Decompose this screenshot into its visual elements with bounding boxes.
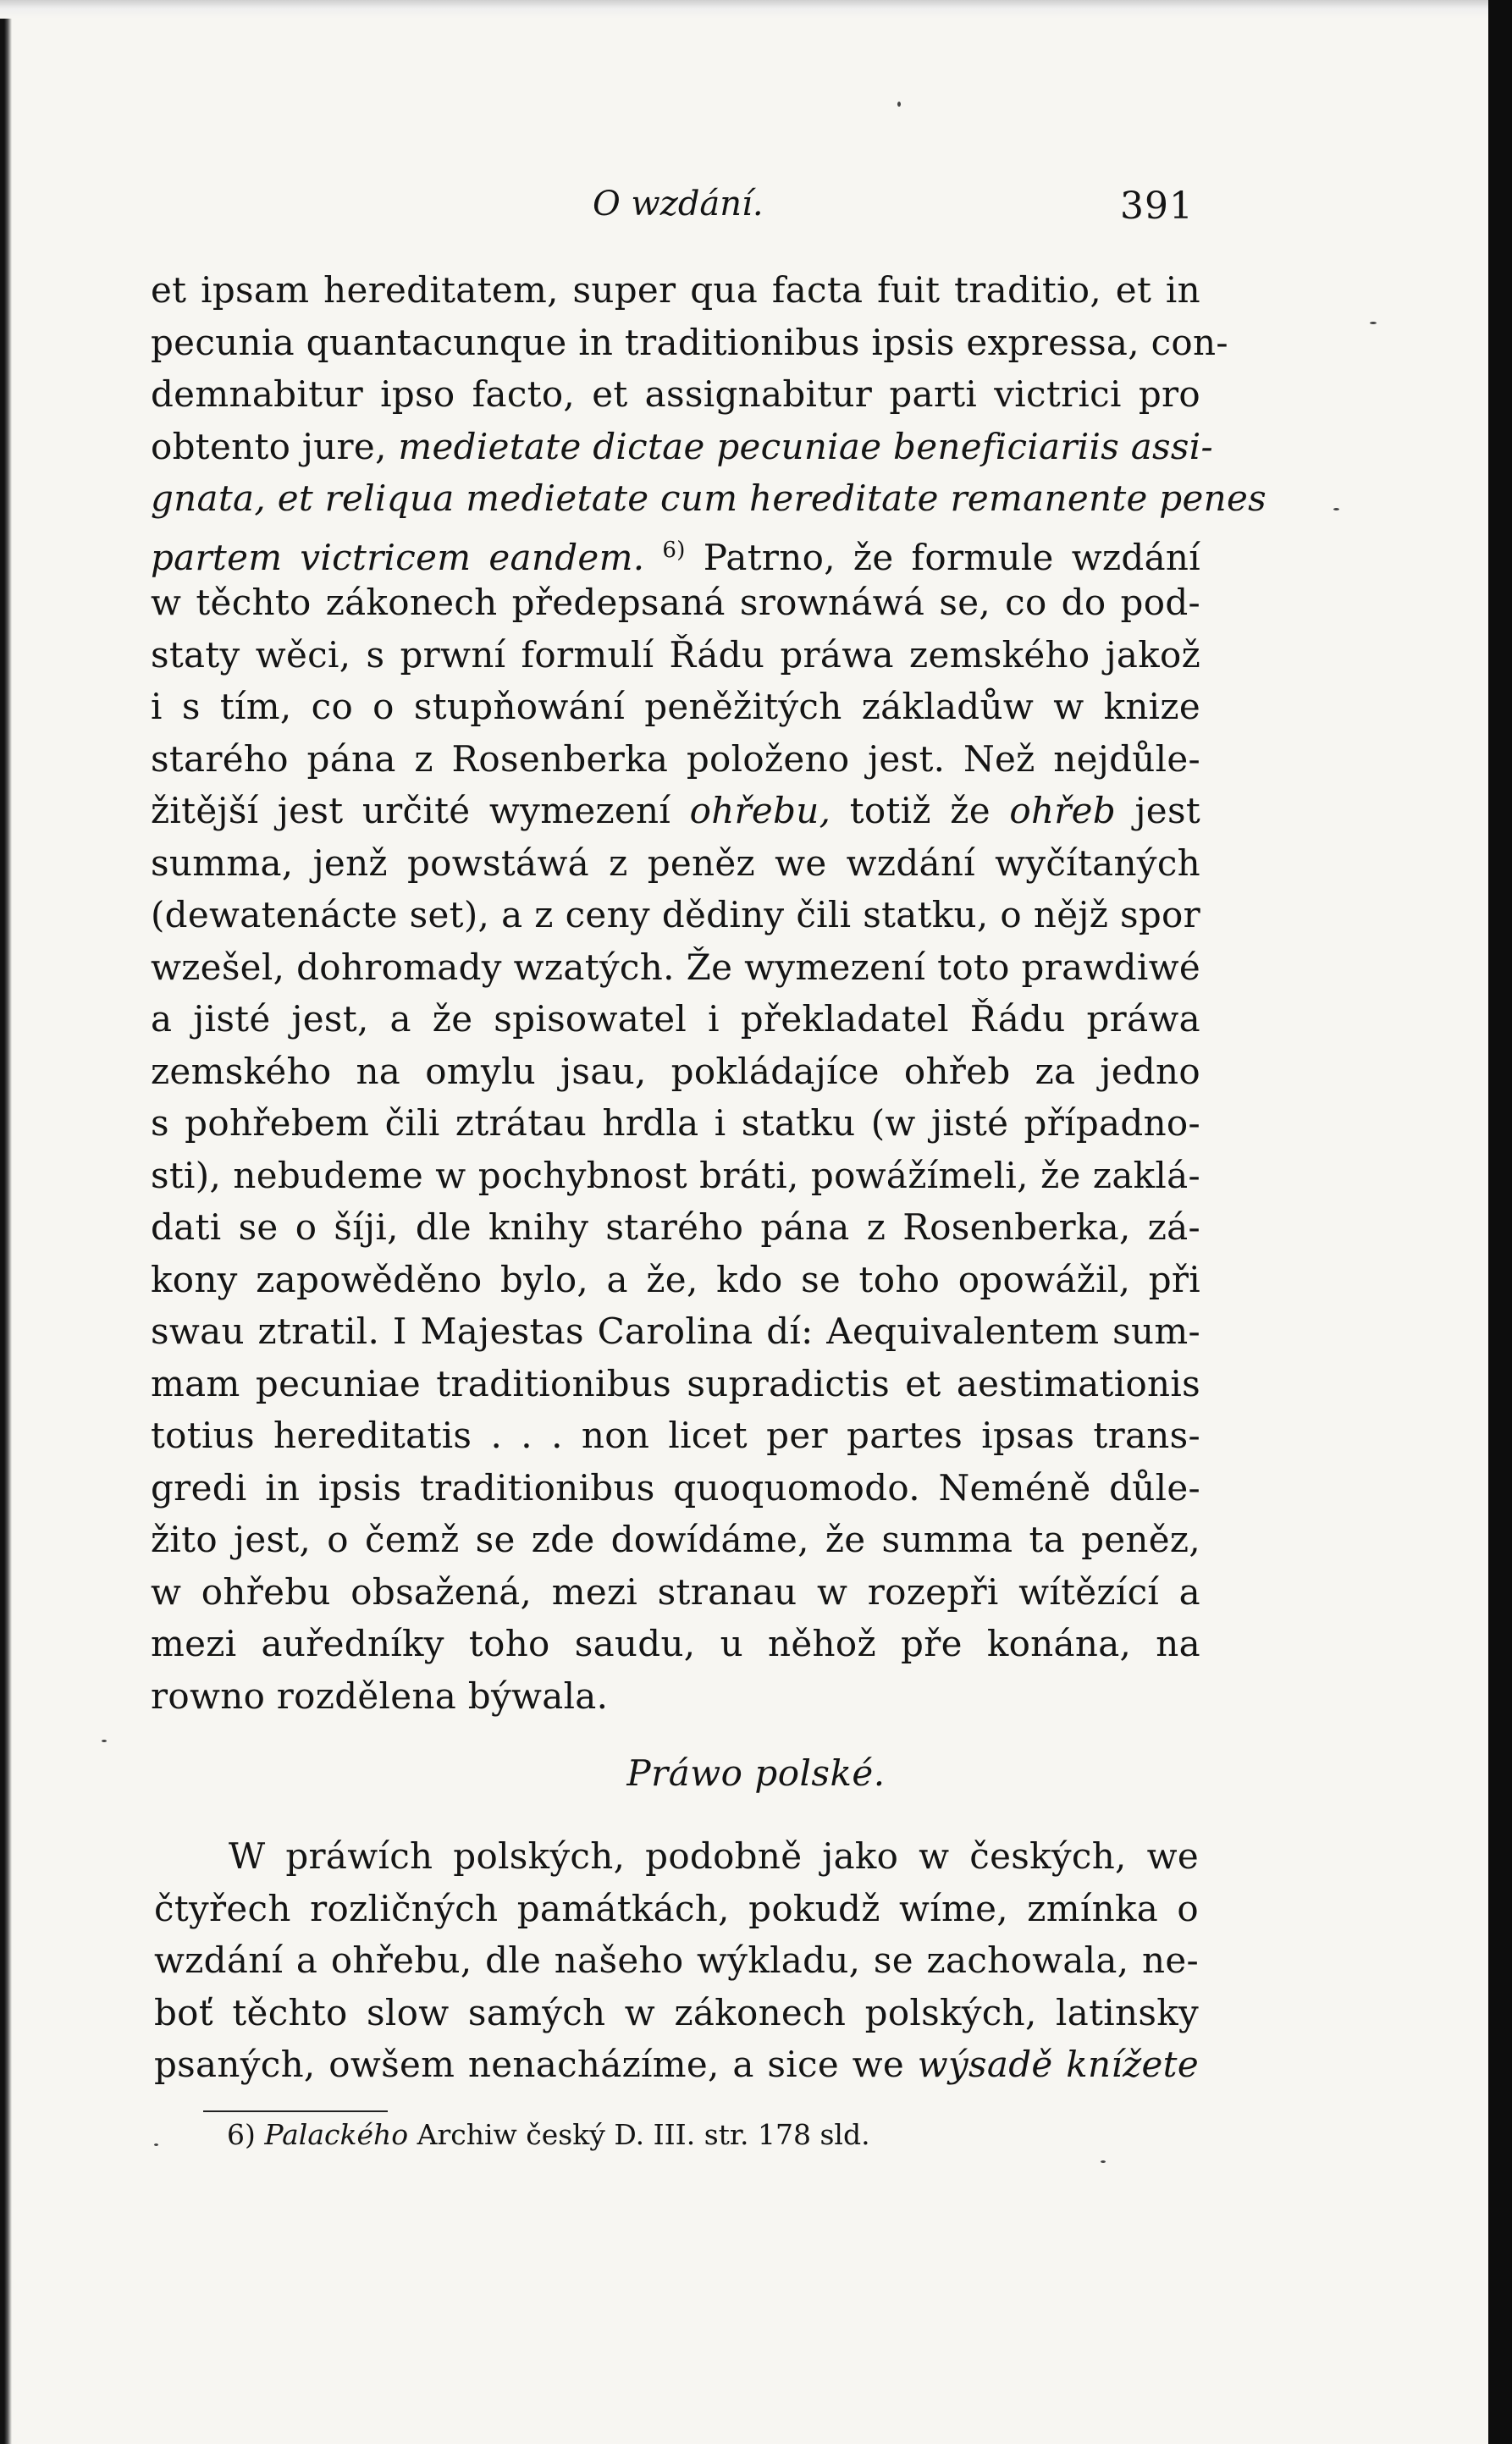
section-heading: Práwo polské. (626, 1752, 886, 1794)
paragraph-1 (151, 264, 1267, 1722)
text-run: obtento jure, (151, 425, 387, 467)
footnote-divider (203, 2110, 388, 2112)
text-line: gredi in ipsis traditionibus quoquomodo. Neméně důle- (151, 1466, 1200, 1509)
text-line: w ohřebu obsažená, mezi stranau w rozepři wítězící a (151, 1570, 1200, 1613)
footnote-marker: 6) (227, 2118, 256, 2151)
text-line: čtyřech rozličných památkách, pokudž wíme, zmínka o (154, 1887, 1199, 1929)
paragraph-2 (154, 1830, 1199, 2091)
text-line: sti), nebudeme w pochybnost bráti, powážímeli, že zaklá- (151, 1154, 1200, 1196)
text-line: a jisté jest, a že spisowatel i překladatel Řádu práwa (151, 998, 1200, 1040)
scan-speck (102, 1740, 107, 1742)
text-line: et ipsam hereditatem, super qua facta fuit traditio, et in (151, 269, 1200, 311)
text-line: rowno rozdělena býwala. (151, 1674, 609, 1717)
page-right-edge-shadow (1488, 0, 1512, 2444)
text-line: s pohřebem čili ztrátau hrdla i statku (w jisté případno- (151, 1102, 1200, 1144)
text-line: gnata, et reliqua medietate cum hereditate remanente penes (151, 477, 1267, 519)
italic-word: ohřebu, (689, 790, 831, 831)
text-line: žito jest, o čemž se zde dowídáme, že summa ta peněz, (151, 1519, 1200, 1560)
footnote-reference: 6) (662, 537, 686, 563)
scan-speck (154, 2143, 158, 2146)
text-line: summa, jenž powstáwá z peněz we wzdání wyčítaných (151, 841, 1200, 884)
page-number: 391 (1120, 185, 1194, 228)
footnote (227, 2118, 870, 2151)
text-line: wzdání a ohřebu, dle našeho wýkladu, se zachowala, ne- (154, 1939, 1199, 1981)
text-line: kony zapowěděno bylo, a že, kdo se toho opowážil, při (151, 1258, 1200, 1300)
scan-speck (897, 102, 901, 107)
running-title: O wzdání. (593, 185, 764, 223)
page-top-edge-shadow (0, 0, 1512, 19)
text-line (151, 421, 1213, 473)
text-run: jest (1134, 790, 1200, 831)
text-line: pecunia quantacunque in traditionibus ipsis expressa, con- (151, 321, 1228, 363)
scan-speck (1370, 322, 1377, 324)
text-line: W práwích polských, podobně jako w českých, we (229, 1835, 1199, 1877)
text-line: wzešel, dohromady wzatých. Že wymezení toto prawdiwé (151, 946, 1200, 988)
text-line: i s tím, co o stupňowání peněžitých základůw w knize (151, 686, 1200, 727)
text-run: totiž že (849, 790, 991, 831)
text-line: boť těchto slow samých w zákonech polských, latinsky (154, 1991, 1199, 2033)
italic-word: ohřeb (1009, 790, 1117, 831)
italic-latin-phrase: partem victricem eandem. (151, 536, 645, 578)
text-line: staty wěci, s prwní formulí Řádu práwa zemského jakož (151, 633, 1200, 676)
scan-speck (1101, 2160, 1106, 2163)
text-line (151, 525, 1200, 577)
text-line: w těchto zákonech předepsaná srownáwá se, co do pod- (151, 582, 1200, 623)
text-line: (dewatenácte set), a z ceny dědiny čili statku, o nějž spor (151, 894, 1200, 935)
text-run: psaných, owšem nenacházíme, a sice we (154, 2044, 905, 2085)
text-line: zemského na omylu jsau, pokládajíce ohřeb za jedno (151, 1050, 1200, 1092)
page-header (152, 185, 1194, 235)
text-line: mam pecuniae traditionibus supradictis et aestimationis (151, 1362, 1200, 1404)
scan-speck (1333, 508, 1339, 510)
text-run: žitější jest určité wymezení (151, 790, 671, 831)
text-line (154, 2039, 1199, 2091)
text-line: dati se o šíji, dle knihy starého pána z Rosenberka, zá- (151, 1206, 1200, 1248)
italic-phrase: wýsadě knížete (917, 2044, 1199, 2085)
italic-latin-phrase: medietate dictae pecuniae beneficiariis assi- (398, 425, 1213, 467)
footnote-text: Archiw český D. III. str. 178 sld. (417, 2118, 870, 2151)
text-line: mezi auředníky toho saudu, u něhož pře konána, na (151, 1623, 1200, 1664)
page-left-edge-shadow (0, 0, 12, 2444)
text-line (151, 785, 1200, 837)
text-line: swau ztratil. I Majestas Carolina dí: Aequivalentem sum- (151, 1310, 1200, 1352)
text-run: Patrno, že formule wzdání (703, 536, 1200, 578)
footnote-author: Palackého (264, 2118, 409, 2151)
text-line: demnabitur ipso facto, et assignabitur parti victrici pro (151, 373, 1200, 415)
text-line: totius hereditatis . . . non licet per partes ipsas trans- (151, 1415, 1200, 1456)
text-line: starého pána z Rosenberka položeno jest. Než nejdůle- (151, 737, 1200, 780)
